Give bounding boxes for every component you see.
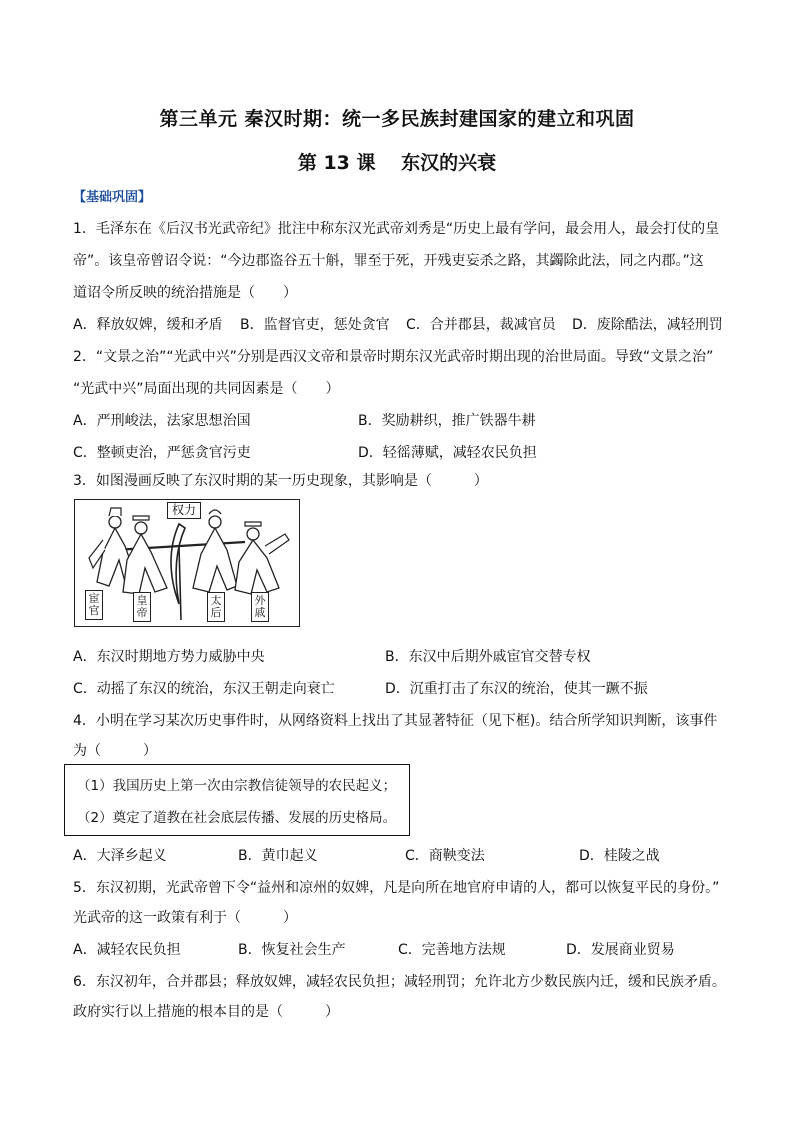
q3-line-1: 3．如图漫画反映了东汉时期的某一历史现象，其影响是（ ） <box>73 473 488 489</box>
q4-feature-box <box>64 764 410 836</box>
q2-line-1: 2．“文景之治”“光武中兴”分别是西汉文帝和景帝时期东汉光武帝时期出现的治世局面。导致“文景之治” <box>73 349 714 365</box>
q5-option-c[interactable]: C．完善地方法规 <box>398 942 506 958</box>
cartoon-label-power: 权力 <box>167 502 201 519</box>
q3-option-b[interactable]: B．东汉中后期外戚宦官交替专权 <box>385 649 591 665</box>
q6-line-2: 政府实行以上措施的根本目的是（ ） <box>73 1004 339 1020</box>
q1-option-c[interactable]: C．合并郡县，裁减官员 <box>406 317 556 333</box>
q5-option-a[interactable]: A．减轻农民负担 <box>73 942 181 958</box>
section-label: 【基础巩固】 <box>73 190 152 205</box>
q6-line-1: 6．东汉初年，合并郡县；释放奴婢，减轻农民负担；减轻刑罚；允许北方少数民族内迁，缓和民族矛盾。 <box>73 974 726 990</box>
q2-line-2: “光武中兴”局面出现的共同因素是（ ） <box>73 381 340 397</box>
cartoon-tag-consort-kin: 外戚 <box>251 592 269 622</box>
q2-option-a[interactable]: A．严刑峻法，法家思想治国 <box>73 413 251 429</box>
q2-option-d[interactable]: D．轻徭薄赋，减轻农民负担 <box>358 445 537 461</box>
cartoon-image <box>74 499 300 627</box>
q4-option-d[interactable]: D．桂陵之战 <box>579 848 660 864</box>
q1-option-b[interactable]: B．监督官吏，惩处贪官 <box>240 317 390 333</box>
q4-option-a[interactable]: A．大泽乡起义 <box>73 848 167 864</box>
q2-option-b[interactable]: B．奖励耕织，推广铁器牛耕 <box>358 413 536 429</box>
q2-option-c[interactable]: C．整顿吏治，严惩贪官污吏 <box>73 445 251 461</box>
q3-option-c[interactable]: C．动摇了东汉的统治，东汉王朝走向衰亡 <box>73 681 335 697</box>
q4-line-2: 为（ ） <box>73 743 157 759</box>
q4-option-b[interactable]: B．黄巾起义 <box>238 848 318 864</box>
unit-title: 第三单元 秦汉时期：统一多民族封建国家的建立和巩固 <box>159 108 635 130</box>
q5-line-1: 5．东汉初期，光武帝曾下令“益州和凉州的奴婢，凡是向所在地官府申请的人，都可以恢复平民的身份。” <box>73 880 720 896</box>
q3-option-a[interactable]: A．东汉时期地方势力威胁中央 <box>73 649 265 665</box>
cartoon-tag-emperor: 皇帝 <box>133 592 151 622</box>
q4-line-1: 4．小明在学习某次历史事件时，从网络资料上找出了其显著特征（见下框)。结合所学知识判断，该事件 <box>73 713 718 729</box>
q1-line-1: 1．毛泽东在《后汉书光武帝纪》批注中称东汉光武帝刘秀是“历史上最有学问，最会用人，最会打仗的皇 <box>73 221 720 237</box>
q3-option-d[interactable]: D．沉重打击了东汉的统治，使其一蹶不振 <box>385 681 648 697</box>
q1-option-d[interactable]: D．废除酷法，减轻刑罚 <box>572 317 723 333</box>
lesson-title: 第 13 课 东汉的兴衰 <box>297 152 497 174</box>
q5-option-d[interactable]: D．发展商业贸易 <box>566 942 675 958</box>
q5-line-2: 光武帝的这一政策有利于（ ） <box>73 910 297 926</box>
q1-line-2: 帝”。该皇帝曾诏令说：“今边郡盗谷五十斛，罪至于死，开残吏妄杀之路，其蠲除此法，同之内郡。”这 <box>73 253 704 269</box>
q4-box-line-2: （2）奠定了道教在社会底层传播、发展的历史格局。 <box>77 810 397 826</box>
q1-line-3: 道诏令所反映的统治措施是（ ） <box>73 285 297 301</box>
q1-option-a[interactable]: A．释放奴婢，缓和矛盾 <box>73 317 223 333</box>
q4-box-line-1: （1）我国历史上第一次由宗教信徒领导的农民起义； <box>77 778 397 794</box>
cartoon-tag-empress-dowager: 太后 <box>207 592 225 622</box>
q5-option-b[interactable]: B．恢复社会生产 <box>238 942 346 958</box>
q4-option-c[interactable]: C．商鞅变法 <box>405 848 485 864</box>
cartoon-tag-eunuch: 宦官 <box>85 590 103 620</box>
